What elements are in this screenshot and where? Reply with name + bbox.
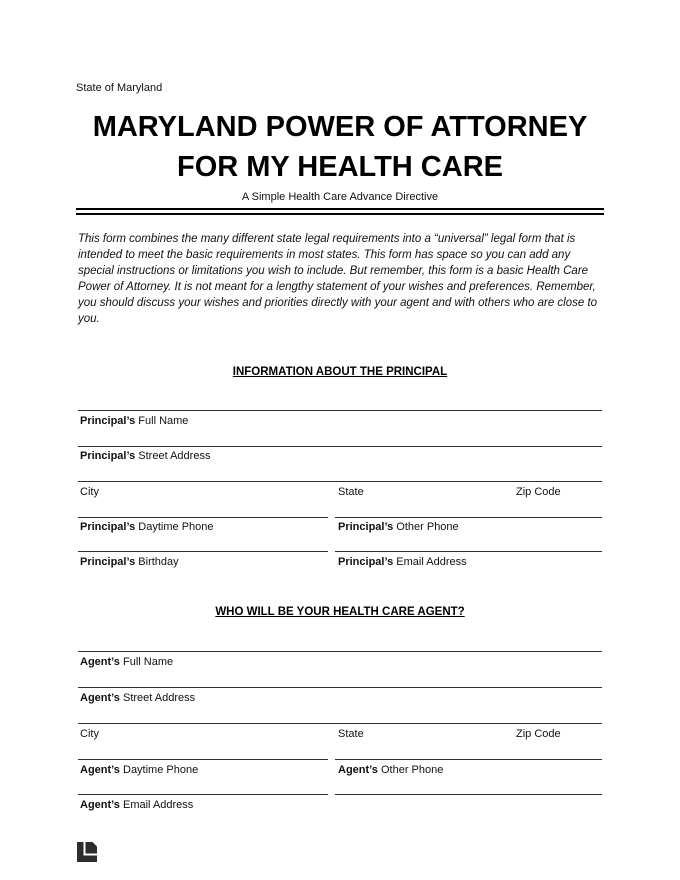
principal-full-name-field[interactable] xyxy=(78,411,602,429)
agent-city-field[interactable] xyxy=(78,724,335,742)
field-row xyxy=(78,794,602,812)
agent-fields xyxy=(78,651,602,812)
field-label: Agent’s Street Address xyxy=(80,691,196,704)
field-label: State xyxy=(338,485,364,498)
field-row xyxy=(78,481,602,500)
legal-templates-logo xyxy=(76,841,98,863)
field-label: Principal’s Birthday xyxy=(80,555,179,568)
principal-email-address-field[interactable] xyxy=(335,551,602,569)
field-label: Zip Code xyxy=(516,727,561,740)
field-label: Principal’s Daytime Phone xyxy=(80,521,214,533)
field-row xyxy=(78,410,602,429)
field-label: Principal’s Street Address xyxy=(80,450,211,462)
field-row xyxy=(78,517,602,535)
field-label: Agent’s Other Phone xyxy=(338,763,444,776)
field-label: State xyxy=(338,727,364,740)
field-row xyxy=(78,723,602,742)
document-subtitle: A Simple Health Care Advance Directive xyxy=(241,191,439,203)
field-label: Principal’s Other Phone xyxy=(338,521,459,533)
field-row xyxy=(78,759,602,777)
field-label: Principal’s Email Address xyxy=(338,555,467,568)
agent-email-row-spacer xyxy=(335,794,602,812)
principal-zip-code-field[interactable] xyxy=(513,482,602,500)
agent-full-name-field[interactable] xyxy=(78,652,602,670)
agent-other-phone-field[interactable] xyxy=(335,759,602,777)
agent-email-address-field[interactable] xyxy=(78,794,328,812)
principal-street-address-field[interactable] xyxy=(78,447,602,465)
agent-state-field[interactable] xyxy=(335,724,513,742)
principal-other-phone-field[interactable] xyxy=(335,517,602,535)
field-label: City xyxy=(80,485,99,498)
document-logo-icon xyxy=(76,841,98,863)
principal-fields xyxy=(78,410,602,569)
field-label: Agent’s Full Name xyxy=(80,655,174,668)
principal-state-field[interactable] xyxy=(335,482,513,500)
field-row xyxy=(78,651,602,670)
field-row xyxy=(78,446,602,465)
document-title xyxy=(76,107,604,187)
state-label: State of Maryland xyxy=(76,82,163,94)
field-label: Agent’s Daytime Phone xyxy=(80,763,199,776)
document-page xyxy=(76,0,604,863)
field-row xyxy=(78,687,602,706)
principal-birthday-field[interactable] xyxy=(78,551,328,569)
section-heading-agent: WHO WILL BE YOUR HEALTH CARE AGENT? xyxy=(215,606,465,618)
double-rule-divider xyxy=(76,208,604,215)
document-title-line2: FOR MY HEALTH CARE xyxy=(177,151,503,183)
field-label: Agent’s Email Address xyxy=(80,798,194,811)
agent-street-address-field[interactable] xyxy=(78,688,602,706)
intro-paragraph: This form combines the many different state legal requirements into a “universal” legal form that is intended to meet the basic requirements in most states. This form has space so you can add any special instructions or limitations you wish to include. But remember, this form is a basic Health Care Power of Attorney. It is not meant for a lengthy statement of your wishes and preferences. Remember, you should discuss your wishes and priorities directly with your agent and with others who are close to you. xyxy=(78,233,598,325)
principal-city-field[interactable] xyxy=(78,482,335,500)
agent-zip-code-field[interactable] xyxy=(513,724,602,742)
field-label: Principal’s Full Name xyxy=(80,414,189,427)
section-heading-principal: INFORMATION ABOUT THE PRINCIPAL xyxy=(232,366,448,378)
document-title-line1: MARYLAND POWER OF ATTORNEY xyxy=(92,111,588,143)
agent-daytime-phone-field[interactable] xyxy=(78,759,328,777)
field-label: Zip Code xyxy=(516,485,561,498)
principal-daytime-phone-field[interactable] xyxy=(78,517,328,535)
field-row xyxy=(78,551,602,569)
field-label: City xyxy=(80,727,99,740)
